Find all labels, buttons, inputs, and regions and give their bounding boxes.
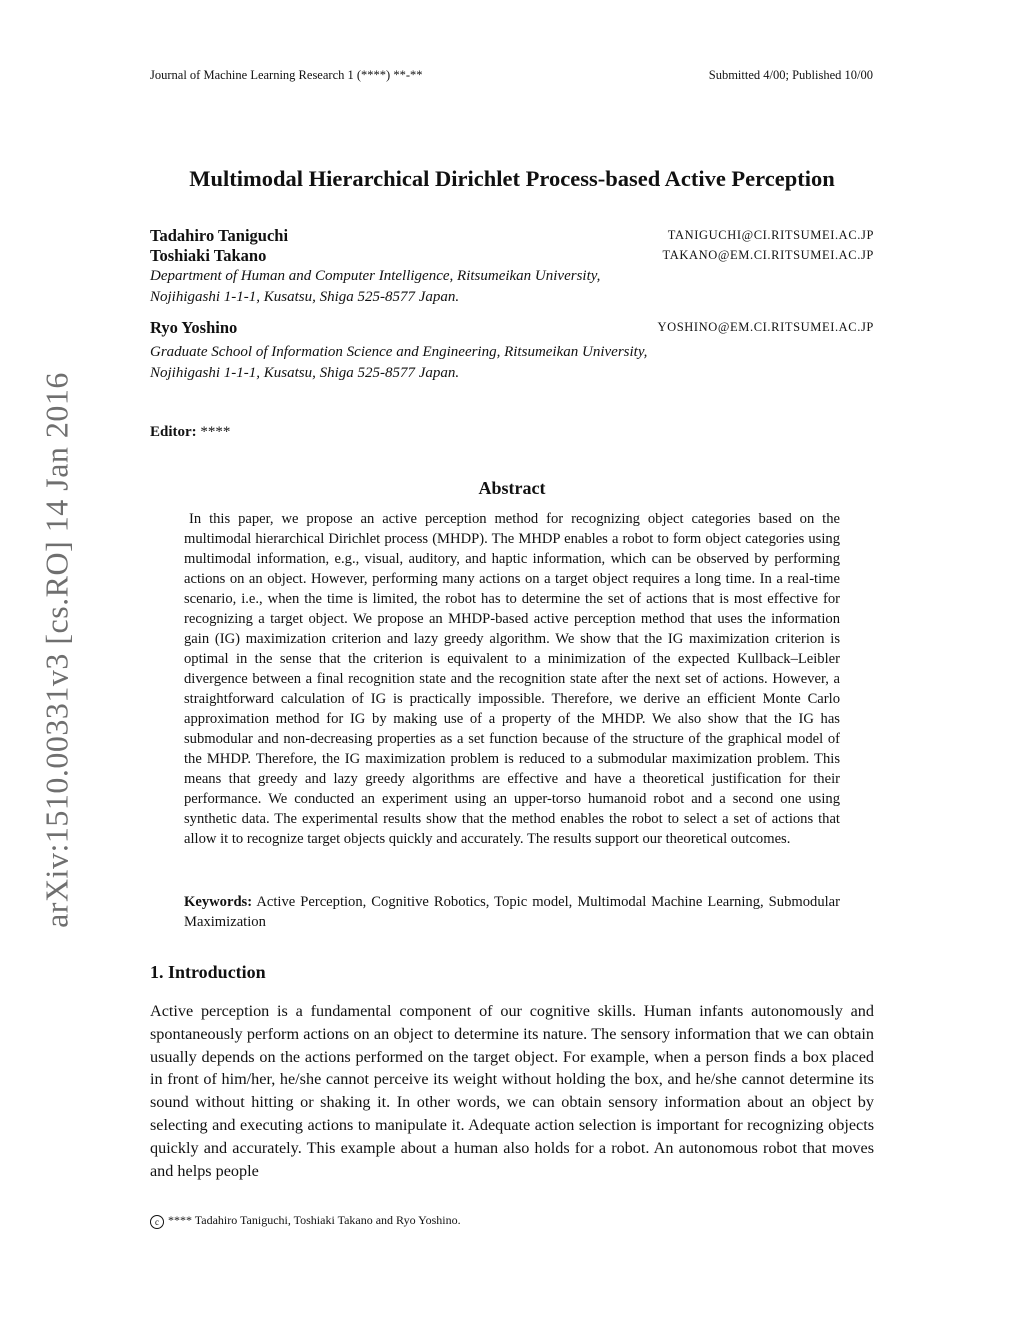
copyright-text: **** Tadahiro Taniguchi, Toshiaki Takano and Ryo Yoshino. xyxy=(168,1213,461,1227)
author-email: TANIGUCHI@CI.RITSUMEI.AC.JP xyxy=(667,228,874,242)
section-heading-introduction: 1. Introduction xyxy=(150,962,266,982)
keywords-value: Active Perception, Cognitive Robotics, Topic model, Multimodal Machine Learning, Submodular Maximization xyxy=(184,894,841,930)
introduction-body: Active perception is a fundamental component of our cognitive skills. Human infants autonomously and spontaneously perform actions on an object to determine its nature. The sensory information that we can obtain usually depends on the actions performed on the target object. For example, when a person finds a box placed in front of him/her, he/she cannot perceive its weight without holding the box, and he/she cannot determine its sound without hitting or shaking it. In other words, we can obtain sensory information about an object by selecting and executing actions to manipulate it. Adequate action selection is important for recognizing objects quickly and accurately. This example about a human also holds for a robot. An autonomous robot that moves and helps people xyxy=(150,1002,874,1180)
affiliation-line: Department of Human and Computer Intelligence, Ritsumeikan University, xyxy=(150,268,601,284)
journal-header: Journal of Machine Learning Research 1 (****) **-** xyxy=(150,68,423,82)
copyright-footer xyxy=(150,1213,461,1229)
abstract-heading: Abstract xyxy=(478,478,546,498)
author-name: Ryo Yoshino xyxy=(150,318,238,337)
author-email: YOSHINO@EM.CI.RITSUMEI.AC.JP xyxy=(657,320,874,334)
author-row xyxy=(150,318,874,338)
arxiv-identifier-stamp: arXiv:1510.00331v3 [cs.RO] 14 Jan 2016 xyxy=(38,372,75,928)
submission-dates: Submitted 4/00; Published 10/00 xyxy=(708,68,873,82)
editor-label: Editor: xyxy=(150,424,197,440)
author-name: Toshiaki Takano xyxy=(150,246,267,265)
editor-line xyxy=(150,424,230,441)
keywords xyxy=(184,892,840,932)
abstract-body: In this paper, we propose an active perception method for recognizing object categories based on the multimodal hierarchical Dirichlet process (MHDP). The MHDP enables a robot to form object categories using multimodal information, e.g., visual, auditory, and haptic information, which can be observed by performing actions on an object. However, performing many actions on a target object requires a long time. In a real-time scenario, i.e., when the time is limited, the robot has to determine the set of actions that is most effective for recognizing a target object. We propose an MHDP-based active perception method that uses the information gain (IG) maximization criterion and lazy greedy algorithm. We show that the IG maximization criterion is optimal in the sense that the criterion is equivalent to a minimization of the expected Kullback–Leibler divergence between a final recognition state and the recognition state after the next set of actions. However, a straightforward calculation of IG is practically impossible. Therefore, we derive an efficient Monte Carlo approximation method for IG by making use of a property of the MHDP. We also show that the IG has submodular and non-decreasing properties as a set function because of the structure of the graphical model of the MHDP. Therefore, the IG maximization problem is reduced to a submodular maximization problem. This means that greedy and lazy greedy algorithms are effective and have a theoretical justification for their performance. We conducted an experiment using an upper-torso humanoid robot and a second one using synthetic data. The experimental results show that the method enables the robot to select a set of actions that allow it to recognize target objects quickly and accurately. The results support our theoretical outcomes. xyxy=(184,511,840,847)
affiliation-line: Nojihigashi 1-1-1, Kusatsu, Shiga 525-8577 Japan. xyxy=(150,289,460,305)
paper-title: Multimodal Hierarchical Dirichlet Process-based Active Perception xyxy=(189,166,835,191)
affiliation xyxy=(150,266,600,308)
author-name: Tadahiro Taniguchi xyxy=(150,226,289,245)
editor-value: **** xyxy=(200,424,231,440)
author-row xyxy=(150,226,874,246)
author-email: TAKANO@EM.CI.RITSUMEI.AC.JP xyxy=(662,248,874,262)
copyright-icon: c xyxy=(150,1215,164,1229)
affiliation-line: Graduate School of Information Science and Engineering, Ritsumeikan University, xyxy=(150,344,648,360)
affiliation xyxy=(150,342,647,384)
affiliation-line: Nojihigashi 1-1-1, Kusatsu, Shiga 525-8577 Japan. xyxy=(150,365,460,381)
keywords-label: Keywords: xyxy=(184,894,253,910)
author-row xyxy=(150,246,874,266)
